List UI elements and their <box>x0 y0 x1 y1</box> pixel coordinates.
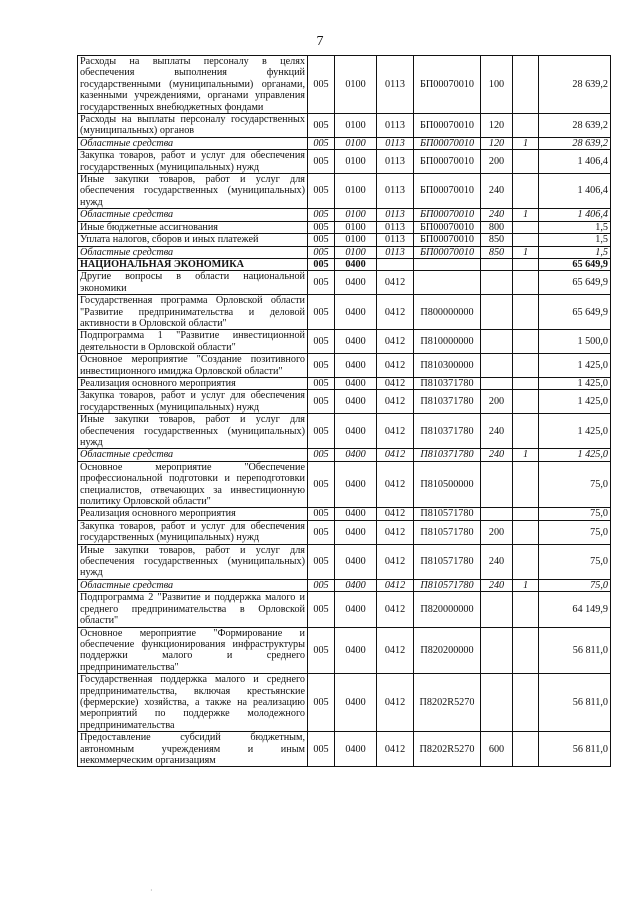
table-row <box>78 414 611 449</box>
table-row <box>78 674 611 732</box>
cell-section: 0100 <box>335 137 377 149</box>
cell-name: Закупка товаров, работ и услуг для обеспечения государственных (муниципальных) нужд <box>78 520 308 544</box>
cell-subsection: 0412 <box>377 520 414 544</box>
cell-funding-source <box>513 150 539 174</box>
cell-funding-source: 1 <box>513 246 539 258</box>
cell-grbs: 005 <box>308 56 335 114</box>
cell-funding-source <box>513 377 539 389</box>
cell-expense-type <box>481 627 513 674</box>
table-row <box>78 150 611 174</box>
cell-funding-source <box>513 258 539 270</box>
cell-target-article: БП00070010 <box>414 221 481 233</box>
cell-target-article: П810371780 <box>414 414 481 449</box>
cell-name: Расходы на выплаты персоналу государственных (муниципальных) органов <box>78 114 308 138</box>
table-row <box>78 271 611 295</box>
cell-expense-type: 240 <box>481 209 513 221</box>
cell-grbs: 005 <box>308 234 335 246</box>
cell-expense-type: 240 <box>481 544 513 579</box>
cell-target-article: П810571780 <box>414 544 481 579</box>
cell-grbs: 005 <box>308 732 335 767</box>
cell-grbs: 005 <box>308 209 335 221</box>
cell-subsection: 0412 <box>377 732 414 767</box>
cell-section: 0100 <box>335 150 377 174</box>
cell-name: Закупка товаров, работ и услуг для обеспечения государственных (муниципальных) нужд <box>78 390 308 414</box>
cell-expense-type: 200 <box>481 150 513 174</box>
cell-amount: 64 149,9 <box>539 592 611 627</box>
cell-subsection: 0412 <box>377 674 414 732</box>
cell-target-article: П8202R5270 <box>414 674 481 732</box>
cell-expense-type: 200 <box>481 520 513 544</box>
cell-section: 0400 <box>335 461 377 508</box>
cell-target-article: БП00070010 <box>414 114 481 138</box>
cell-section: 0400 <box>335 354 377 378</box>
cell-grbs: 005 <box>308 508 335 520</box>
cell-target-article: П810371780 <box>414 390 481 414</box>
cell-expense-type: 100 <box>481 56 513 114</box>
table-row <box>78 390 611 414</box>
cell-target-article: П820200000 <box>414 627 481 674</box>
cell-amount: 1,5 <box>539 234 611 246</box>
table-row <box>78 377 611 389</box>
cell-subsection: 0412 <box>377 414 414 449</box>
cell-target-article: П810571780 <box>414 520 481 544</box>
cell-subsection: 0113 <box>377 209 414 221</box>
cell-name: Государственная программа Орловской области "Развитие предпринимательства и деловой активности в Орловской области" <box>78 295 308 330</box>
cell-amount: 65 649,9 <box>539 295 611 330</box>
table-row <box>78 461 611 508</box>
cell-name: Уплата налогов, сборов и иных платежей <box>78 234 308 246</box>
cell-section: 0400 <box>335 508 377 520</box>
cell-expense-type <box>481 354 513 378</box>
cell-grbs: 005 <box>308 246 335 258</box>
cell-amount: 1 406,4 <box>539 209 611 221</box>
cell-amount: 56 811,0 <box>539 674 611 732</box>
cell-subsection: 0412 <box>377 354 414 378</box>
cell-grbs: 005 <box>308 258 335 270</box>
cell-name: Реализация основного мероприятия <box>78 377 308 389</box>
cell-target-article: П810300000 <box>414 354 481 378</box>
cell-amount: 56 811,0 <box>539 627 611 674</box>
table-row <box>78 592 611 627</box>
cell-subsection: 0412 <box>377 377 414 389</box>
cell-grbs: 005 <box>308 461 335 508</box>
cell-funding-source <box>513 114 539 138</box>
cell-subsection: 0412 <box>377 330 414 354</box>
cell-section: 0400 <box>335 414 377 449</box>
cell-amount: 1 406,4 <box>539 174 611 209</box>
table-row <box>78 732 611 767</box>
cell-name: Иные закупки товаров, работ и услуг для обеспечения государственных (муниципальных) нужд <box>78 414 308 449</box>
cell-expense-type <box>481 295 513 330</box>
cell-expense-type <box>481 592 513 627</box>
cell-target-article: БП00070010 <box>414 137 481 149</box>
cell-section: 0400 <box>335 271 377 295</box>
cell-name: Реализация основного мероприятия <box>78 508 308 520</box>
cell-subsection: 0412 <box>377 449 414 461</box>
cell-grbs: 005 <box>308 295 335 330</box>
cell-amount: 75,0 <box>539 508 611 520</box>
budget-table <box>77 55 611 767</box>
cell-funding-source <box>513 508 539 520</box>
cell-name: Основное мероприятие "Формирование и обеспечение функционирования инфраструктуры поддержки малого и среднего предпринимательства" <box>78 627 308 674</box>
cell-funding-source <box>513 221 539 233</box>
cell-target-article: БП00070010 <box>414 174 481 209</box>
cell-funding-source <box>513 295 539 330</box>
cell-section: 0100 <box>335 174 377 209</box>
table-row <box>78 56 611 114</box>
cell-expense-type <box>481 330 513 354</box>
cell-name: Областные средства <box>78 209 308 221</box>
cell-grbs: 005 <box>308 137 335 149</box>
cell-grbs: 005 <box>308 674 335 732</box>
cell-expense-type <box>481 461 513 508</box>
cell-name: Другие вопросы в области национальной экономики <box>78 271 308 295</box>
cell-funding-source <box>513 674 539 732</box>
cell-subsection: 0412 <box>377 579 414 591</box>
cell-name: Государственная поддержка малого и среднего предпринимательства, включая крестьянские (фермерские) хозяйства, а также на реализацию мероприятий по поддержке молодежного предпринимательства <box>78 674 308 732</box>
cell-funding-source: 1 <box>513 137 539 149</box>
cell-section: 0100 <box>335 56 377 114</box>
cell-section: 0100 <box>335 246 377 258</box>
cell-section: 0400 <box>335 520 377 544</box>
cell-expense-type: 120 <box>481 137 513 149</box>
table-row <box>78 221 611 233</box>
table-row <box>78 209 611 221</box>
cell-name: Областные средства <box>78 137 308 149</box>
cell-funding-source <box>513 627 539 674</box>
cell-amount: 65 649,9 <box>539 271 611 295</box>
cell-funding-source <box>513 544 539 579</box>
cell-subsection: 0113 <box>377 56 414 114</box>
cell-name: Областные средства <box>78 449 308 461</box>
cell-name: Предоставление субсидий бюджетным, автономным учреждениям и иным некоммерческим организациям <box>78 732 308 767</box>
page-number: 7 <box>316 34 324 49</box>
cell-target-article: П820000000 <box>414 592 481 627</box>
cell-name: Закупка товаров, работ и услуг для обеспечения государственных (муниципальных) нужд <box>78 150 308 174</box>
cell-grbs: 005 <box>308 150 335 174</box>
cell-amount: 1 425,0 <box>539 377 611 389</box>
cell-funding-source <box>513 56 539 114</box>
cell-section: 0400 <box>335 732 377 767</box>
cell-subsection: 0412 <box>377 592 414 627</box>
cell-amount: 1 425,0 <box>539 390 611 414</box>
cell-amount: 1,5 <box>539 246 611 258</box>
cell-target-article: БП00070010 <box>414 209 481 221</box>
cell-target-article: БП00070010 <box>414 56 481 114</box>
cell-name: Областные средства <box>78 246 308 258</box>
cell-expense-type: 800 <box>481 221 513 233</box>
cell-amount: 1 406,4 <box>539 150 611 174</box>
cell-amount: 75,0 <box>539 461 611 508</box>
cell-funding-source: 1 <box>513 209 539 221</box>
cell-name: Иные закупки товаров, работ и услуг для обеспечения государственных (муниципальных) нужд <box>78 174 308 209</box>
cell-section: 0100 <box>335 209 377 221</box>
cell-target-article <box>414 271 481 295</box>
cell-expense-type <box>481 271 513 295</box>
cell-amount: 1 425,0 <box>539 354 611 378</box>
cell-name: Областные средства <box>78 579 308 591</box>
cell-subsection: 0113 <box>377 234 414 246</box>
cell-funding-source <box>513 390 539 414</box>
table-row <box>78 508 611 520</box>
cell-expense-type: 240 <box>481 414 513 449</box>
cell-section: 0400 <box>335 390 377 414</box>
cell-subsection: 0113 <box>377 174 414 209</box>
cell-grbs: 005 <box>308 174 335 209</box>
cell-subsection: 0113 <box>377 150 414 174</box>
table-row <box>78 579 611 591</box>
table-row <box>78 137 611 149</box>
cell-expense-type: 240 <box>481 174 513 209</box>
cell-name: НАЦИОНАЛЬНАЯ ЭКОНОМИКА <box>78 258 308 270</box>
cell-expense-type: 850 <box>481 234 513 246</box>
cell-target-article: БП00070010 <box>414 150 481 174</box>
cell-grbs: 005 <box>308 627 335 674</box>
cell-name: Расходы на выплаты персоналу в целях обеспечения выполнения функций государственными (муниципальными) органами, казенными учреждениями, органами управления государственных внебюджетных фондами <box>78 56 308 114</box>
cell-expense-type <box>481 674 513 732</box>
cell-grbs: 005 <box>308 271 335 295</box>
cell-section: 0400 <box>335 330 377 354</box>
cell-expense-type <box>481 508 513 520</box>
cell-section: 0400 <box>335 377 377 389</box>
cell-subsection <box>377 258 414 270</box>
cell-funding-source: 1 <box>513 579 539 591</box>
cell-amount: 65 649,9 <box>539 258 611 270</box>
cell-grbs: 005 <box>308 114 335 138</box>
cell-funding-source <box>513 174 539 209</box>
cell-target-article: П810000000 <box>414 330 481 354</box>
table-row <box>78 330 611 354</box>
cell-subsection: 0113 <box>377 246 414 258</box>
cell-section: 0400 <box>335 592 377 627</box>
cell-expense-type: 600 <box>481 732 513 767</box>
cell-section: 0400 <box>335 544 377 579</box>
cell-expense-type <box>481 377 513 389</box>
cell-target-article: П810571780 <box>414 508 481 520</box>
cell-subsection: 0412 <box>377 390 414 414</box>
cell-expense-type: 120 <box>481 114 513 138</box>
cell-name: Основное мероприятие "Создание позитивного инвестиционного имиджа Орловской области" <box>78 354 308 378</box>
table-row <box>78 114 611 138</box>
cell-amount: 28 639,2 <box>539 114 611 138</box>
cell-grbs: 005 <box>308 592 335 627</box>
cell-amount: 1 500,0 <box>539 330 611 354</box>
cell-grbs: 005 <box>308 330 335 354</box>
cell-name: Подпрограмма 1 "Развитие инвестиционной деятельности в Орловской области" <box>78 330 308 354</box>
cell-funding-source <box>513 330 539 354</box>
cell-subsection: 0113 <box>377 221 414 233</box>
cell-expense-type: 240 <box>481 449 513 461</box>
cell-amount: 75,0 <box>539 544 611 579</box>
cell-funding-source <box>513 414 539 449</box>
table-row <box>78 354 611 378</box>
cell-target-article: П810371780 <box>414 449 481 461</box>
table-row <box>78 449 611 461</box>
table-row <box>78 544 611 579</box>
cell-target-article: БП00070010 <box>414 246 481 258</box>
cell-amount: 28 639,2 <box>539 56 611 114</box>
cell-expense-type: 200 <box>481 390 513 414</box>
table-row <box>78 234 611 246</box>
table-row <box>78 174 611 209</box>
cell-name: Основное мероприятие "Обеспечение профессиональной подготовки и переподготовки специалистов, отвечающих за инвестиционную политику Орловской области" <box>78 461 308 508</box>
cell-grbs: 005 <box>308 354 335 378</box>
table-row <box>78 246 611 258</box>
cell-section: 0100 <box>335 221 377 233</box>
table-row <box>78 258 611 270</box>
cell-target-article <box>414 258 481 270</box>
cell-subsection: 0113 <box>377 114 414 138</box>
cell-grbs: 005 <box>308 449 335 461</box>
cell-grbs: 005 <box>308 221 335 233</box>
cell-funding-source <box>513 520 539 544</box>
cell-section: 0400 <box>335 674 377 732</box>
cell-subsection: 0412 <box>377 627 414 674</box>
cell-grbs: 005 <box>308 377 335 389</box>
cell-name: Подпрограмма 2 "Развитие и поддержка малого и среднего предпринимательства в Орловской области" <box>78 592 308 627</box>
cell-subsection: 0412 <box>377 271 414 295</box>
cell-amount: 1 425,0 <box>539 414 611 449</box>
cell-section: 0400 <box>335 258 377 270</box>
cell-section: 0400 <box>335 295 377 330</box>
cell-amount: 75,0 <box>539 579 611 591</box>
cell-target-article: П800000000 <box>414 295 481 330</box>
cell-amount: 56 811,0 <box>539 732 611 767</box>
cell-target-article: П810571780 <box>414 579 481 591</box>
cell-section: 0100 <box>335 114 377 138</box>
cell-grbs: 005 <box>308 544 335 579</box>
cell-subsection: 0113 <box>377 137 414 149</box>
cell-funding-source: 1 <box>513 449 539 461</box>
cell-section: 0400 <box>335 579 377 591</box>
cell-name: Иные закупки товаров, работ и услуг для обеспечения государственных (муниципальных) нужд <box>78 544 308 579</box>
footer-mark: · <box>150 886 153 895</box>
cell-funding-source <box>513 592 539 627</box>
cell-name: Иные бюджетные ассигнования <box>78 221 308 233</box>
cell-amount: 1 425,0 <box>539 449 611 461</box>
cell-subsection: 0412 <box>377 461 414 508</box>
cell-section: 0400 <box>335 449 377 461</box>
cell-subsection: 0412 <box>377 544 414 579</box>
table-row <box>78 627 611 674</box>
cell-amount: 28 639,2 <box>539 137 611 149</box>
cell-grbs: 005 <box>308 414 335 449</box>
table-body <box>78 56 611 767</box>
table-row <box>78 295 611 330</box>
cell-funding-source <box>513 732 539 767</box>
cell-funding-source <box>513 234 539 246</box>
cell-section: 0100 <box>335 234 377 246</box>
cell-expense-type: 240 <box>481 579 513 591</box>
cell-funding-source <box>513 354 539 378</box>
cell-target-article: П810371780 <box>414 377 481 389</box>
cell-target-article: БП00070010 <box>414 234 481 246</box>
cell-section: 0400 <box>335 627 377 674</box>
cell-funding-source <box>513 461 539 508</box>
cell-amount: 1,5 <box>539 221 611 233</box>
cell-expense-type: 850 <box>481 246 513 258</box>
table-row <box>78 520 611 544</box>
cell-grbs: 005 <box>308 579 335 591</box>
cell-expense-type <box>481 258 513 270</box>
cell-target-article: П810500000 <box>414 461 481 508</box>
cell-funding-source <box>513 271 539 295</box>
cell-amount: 75,0 <box>539 520 611 544</box>
cell-target-article: П8202R5270 <box>414 732 481 767</box>
cell-subsection: 0412 <box>377 508 414 520</box>
cell-subsection: 0412 <box>377 295 414 330</box>
cell-grbs: 005 <box>308 520 335 544</box>
cell-grbs: 005 <box>308 390 335 414</box>
